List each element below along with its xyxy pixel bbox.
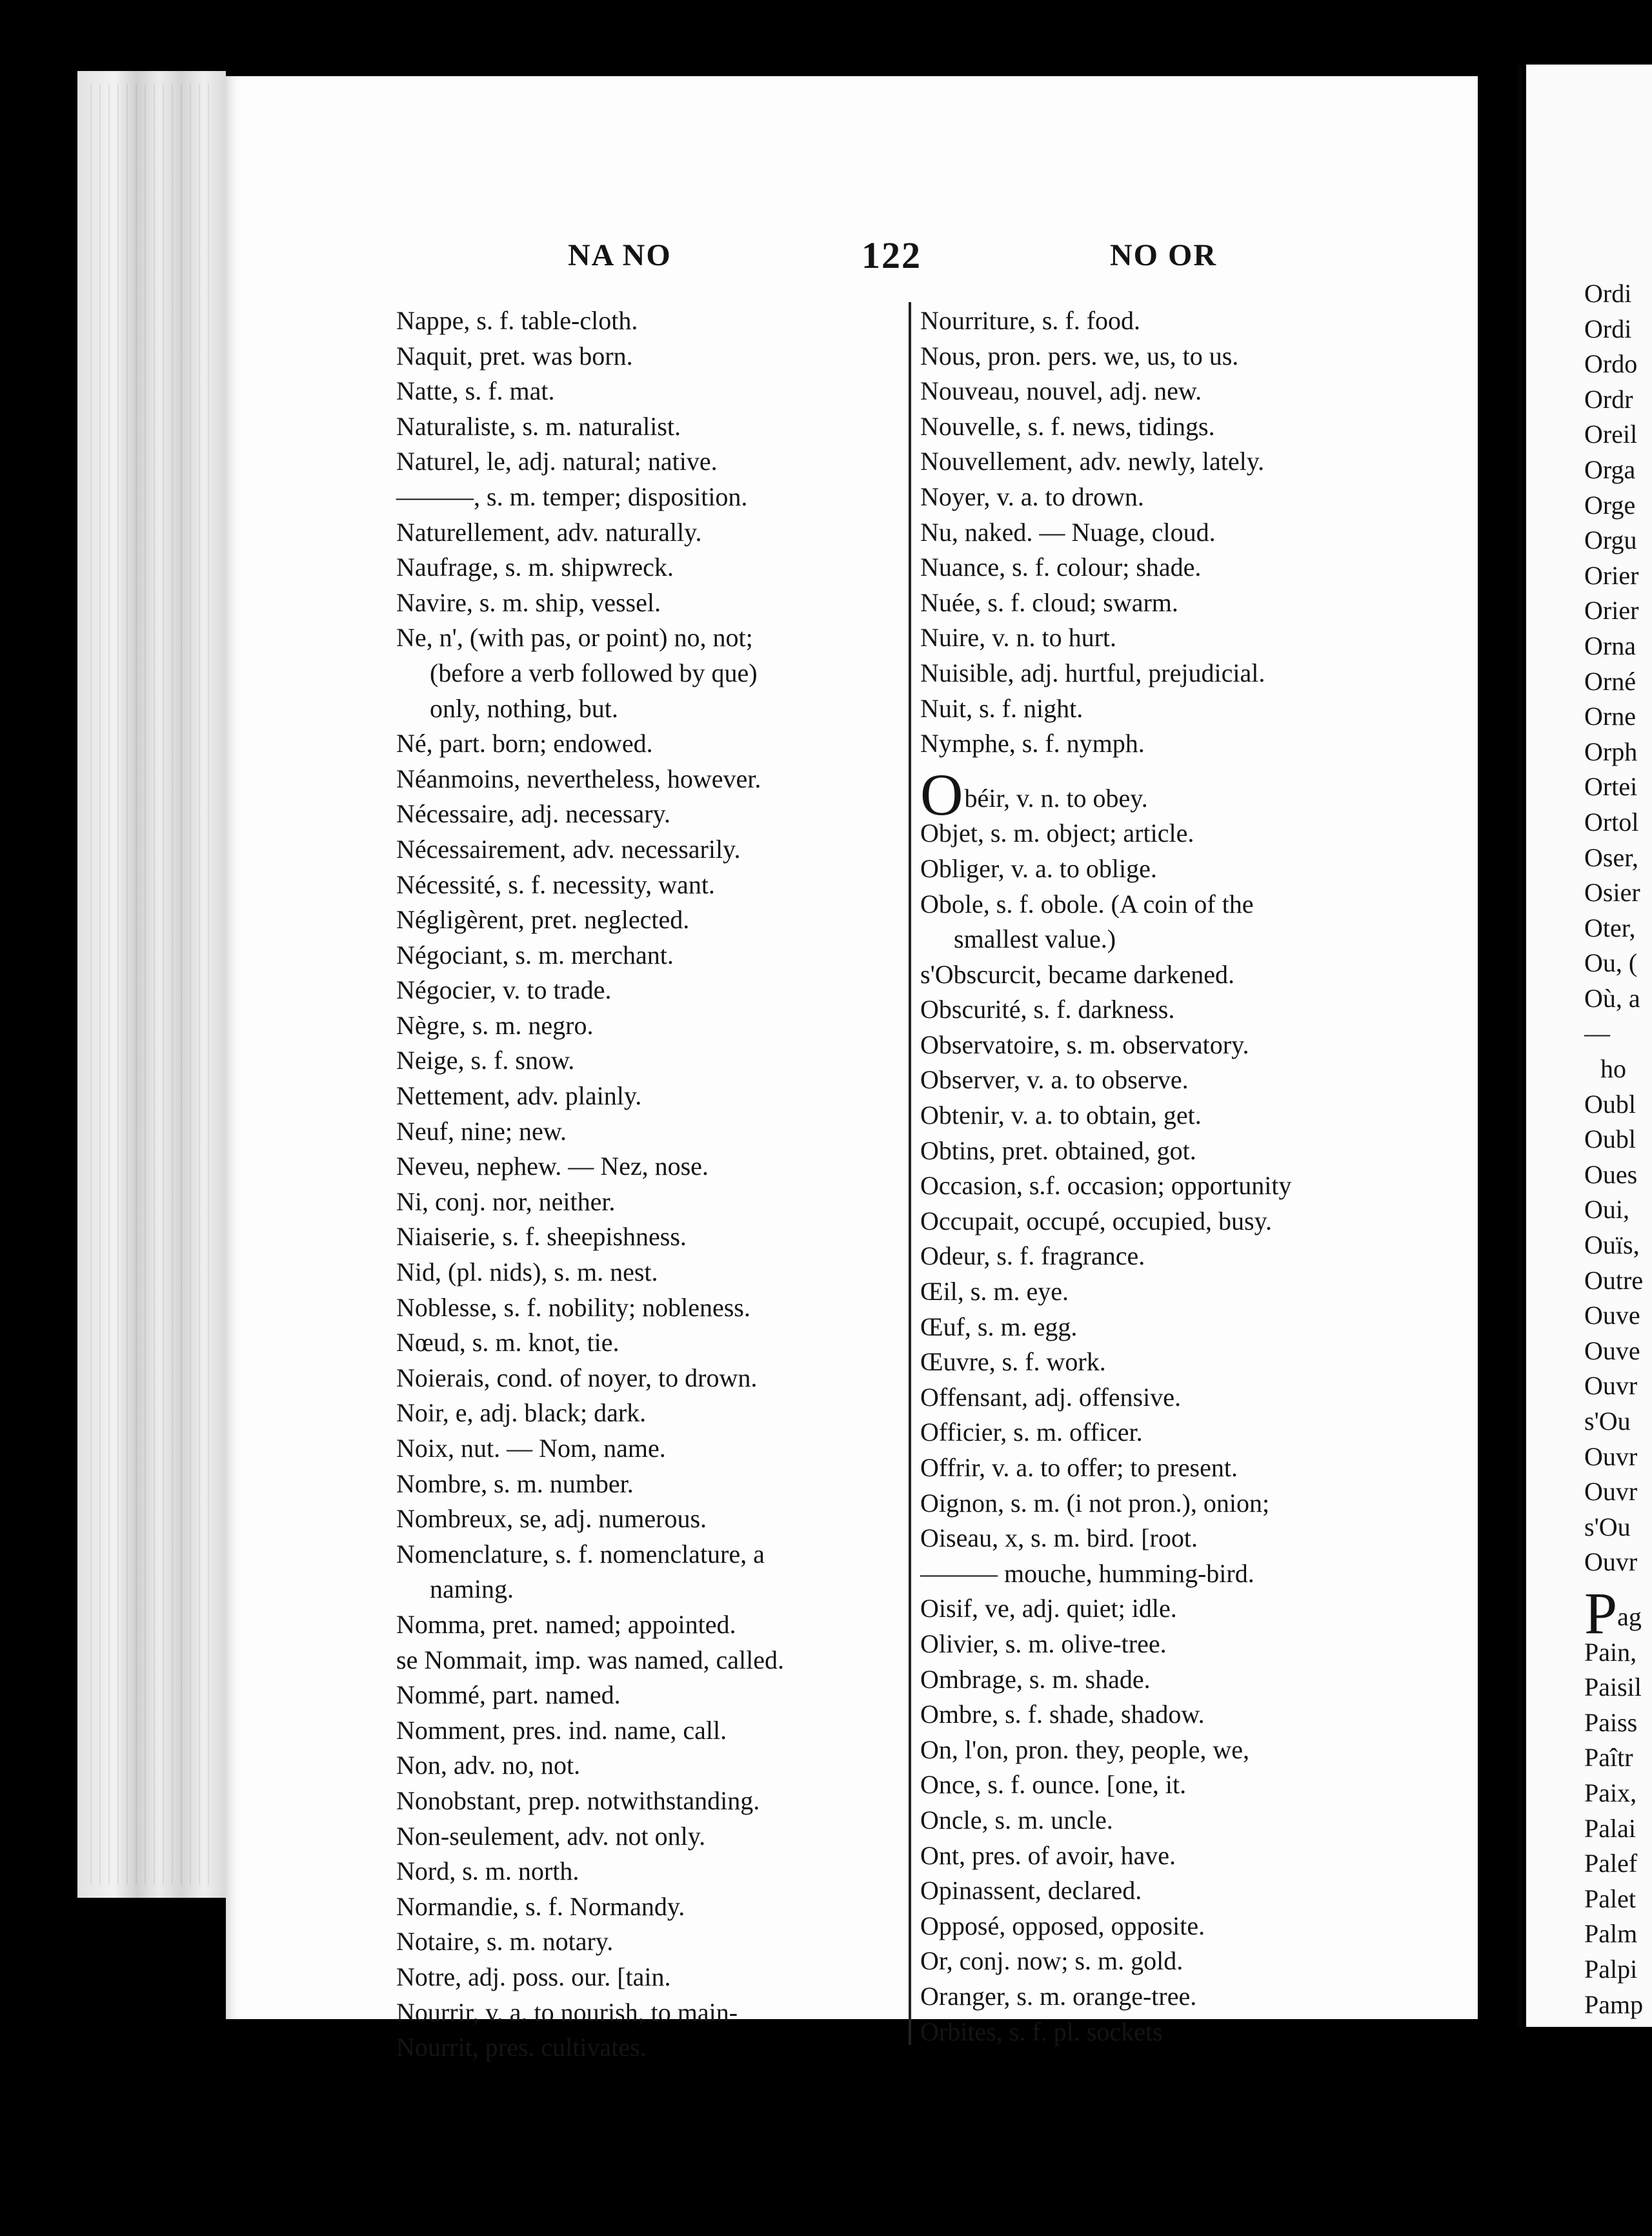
entry-text: Ombre, s. f. shade, shadow. [920,1700,1205,1729]
dictionary-entry [1526,558,1643,594]
dictionary-entry [920,1873,1617,1909]
dictionary-entry [1526,840,1643,876]
entry-text: Naufrage, s. m. shipwreck. [396,553,674,582]
entry-text: Paisil [1584,1672,1642,1702]
page-stack-lines [90,84,213,1885]
entry-text: Oubl [1584,1124,1636,1154]
header-right-guide: NO OR [1110,238,1217,272]
dictionary-entry [1526,1545,1643,1580]
dictionary-entry [1526,1298,1643,1334]
dictionary-entry [1526,1916,1643,1952]
entry-text: Nettement, adv. plainly. [396,1081,642,1111]
entry-text: Offensant, adj. offensive. [920,1382,1181,1412]
entry-text: Orge [1584,490,1636,520]
dictionary-entry [920,1380,1617,1416]
header-left-guide: NA NO [568,238,672,272]
dictionary-entry [920,851,1617,887]
entry-text: Nombre, s. m. number. [396,1469,634,1498]
entry-text: Nœud, s. m. knot, tie. [396,1328,620,1357]
dictionary-entry [920,1204,1617,1239]
dictionary-entry [920,1979,1617,2015]
entry-text: Négligèrent, pret. neglected. [396,905,690,935]
dictionary-entry [920,1697,1617,1733]
entry-text: Noix, nut. — Nom, name. [396,1434,666,1463]
entry-text: Oter, [1584,913,1636,942]
dictionary-entry [1526,875,1643,911]
entry-text: Ouvr [1584,1547,1638,1577]
entry-text: Navire, s. m. ship, vessel. [396,587,661,617]
entry-text: Paiss [1584,1707,1638,1737]
entry-text: Ombrage, s. m. shade. [920,1664,1151,1694]
entry-text: Négocier, v. to trade. [396,975,612,1005]
dictionary-entry [920,339,1617,374]
dictionary-entry [1526,911,1643,946]
dictionary-entry [920,1168,1617,1204]
entry-text: Palet [1584,1884,1636,1913]
entry-text: Ouvr [1584,1371,1638,1401]
dictionary-entry [920,691,1617,727]
entry-text: Oubl [1584,1089,1636,1119]
entry-text: Or, conj. now; s. m. gold. [920,1946,1184,1976]
dictionary-entry [920,620,1617,656]
dictionary-page [226,76,1478,2062]
entry-text: Oser, [1584,842,1638,872]
entry-text: Orier [1584,596,1639,625]
next-page-column [1526,276,1643,2022]
dictionary-entry [1526,1705,1643,1741]
entry-text: Nécessité, s. f. necessity, want. [396,869,715,899]
dictionary-entry [920,1415,1617,1450]
entry-text: Nourriture, s. f. food. [920,306,1141,335]
entry-text: Ordi [1584,279,1632,308]
entry-text: Œuvre, s. f. work. [920,1347,1106,1377]
entry-text: Palai [1584,1813,1636,1843]
entry-text: Officier, s. m. officer. [920,1418,1143,1447]
dictionary-entry [1526,1987,1643,2023]
entry-text: Nonobstant, prep. notwithstanding. [396,1785,760,1815]
entry-text: Nuée, s. f. cloud; swarm. [920,587,1178,617]
entry-text: Nouvellement, adv. newly, lately. [920,447,1265,476]
entry-text: Observatoire, s. m. observatory. [920,1030,1249,1059]
dictionary-entry [920,1239,1617,1274]
dictionary-entry [920,1909,1617,1944]
dictionary-entry [920,374,1617,409]
entry-text: Occupait, occupé, occupied, busy. [920,1206,1272,1235]
dictionary-entry [1526,946,1643,981]
entry-text: Objet, s. m. object; article. [920,818,1194,848]
entry-text: s'Obscurcit, became darkened. [920,959,1234,989]
entry-text: Non, adv. no, not. [396,1751,581,1780]
entry-text: Néanmoins, nevertheless, however. [396,764,761,793]
entry-text: Nuire, v. n. to hurt. [920,623,1117,653]
entry-text: Noyer, v. a. to drown. [920,482,1144,511]
dictionary-entry [920,444,1617,480]
entry-text: (before a verb followed by que) [430,658,758,687]
dictionary-entry [920,1627,1617,1662]
entry-text: Nègre, s. m. negro. [396,1010,594,1040]
entry-text: On, l'on, pron. they, people, we, [920,1734,1250,1764]
dictionary-entry [1526,1474,1643,1510]
dictionary-entry [1526,1510,1643,1545]
dictionary-entry [1526,1670,1643,1705]
entry-text: Normandie, s. f. Normandy. [396,1891,685,1921]
entry-text: Orna [1584,631,1636,660]
entry-text: Oncle, s. m. uncle. [920,1805,1113,1835]
entry-text: Ordr [1584,384,1633,414]
entry-text: Odeur, s. f. fragrance. [920,1241,1145,1271]
entry-text: Orph [1584,737,1638,766]
dictionary-entry [920,1521,1617,1556]
entry-text: Naturellement, adv. naturally. [396,517,702,547]
dictionary-entry [1526,1439,1643,1475]
entry-text: Nuance, s. f. colour; shade. [920,553,1202,582]
entry-text: Ouve [1584,1336,1640,1365]
dictionary-entry [920,1486,1617,1521]
dictionary-entry [920,816,1617,851]
dictionary-entry [920,887,1617,922]
entry-text: ag [1617,1601,1642,1631]
dictionary-entry [920,1098,1617,1133]
entry-text: Neuf, nine; new. [396,1116,567,1146]
entry-text: Nuit, s. f. night. [920,693,1083,723]
entry-text: Ouïs, [1584,1230,1640,1260]
entry-text: Neveu, nephew. — Nez, nose. [396,1152,709,1181]
entry-text: Nomma, pret. named; appointed. [396,1609,736,1639]
entry-text: Obscurité, s. f. darkness. [920,995,1175,1024]
dictionary-entry [920,1345,1617,1380]
dictionary-entry [1526,1016,1643,1052]
entry-text: Nid, (pl. nids), s. m. nest. [396,1257,658,1287]
entry-text: Observer, v. a. to observe. [920,1065,1189,1095]
entry-text: Nuisible, adj. hurtful, prejudicial. [920,658,1265,687]
dictionary-entry [920,1274,1617,1310]
next-page-fragment [1526,65,1652,2027]
dictionary-entry [920,480,1617,515]
dictionary-entry [920,303,1617,339]
entry-text: Notre, adj. poss. our. [tain. [396,1962,671,1991]
dictionary-entry [1526,382,1643,418]
dictionary-entry [920,957,1617,993]
dictionary-entry [920,515,1617,551]
entry-text: Neige, s. f. snow. [396,1046,575,1075]
entry-text: Non-seulement, adv. not only. [396,1821,706,1851]
entry-text: Ont, pres. of avoir, have. [920,1840,1176,1870]
entry-text: Nécessairement, adv. necessarily. [396,834,741,864]
dictionary-entry [1526,1228,1643,1263]
entry-text: Notaire, s. m. notary. [396,1927,614,1956]
entry-text: Oignon, s. m. (i not pron.), onion; [920,1488,1270,1518]
entry-text: Naquit, pret. was born. [396,341,633,371]
entry-text: Nouveau, nouvel, adj. new. [920,376,1202,406]
entry-text: naming. [430,1574,514,1604]
entry-text: Noblesse, s. f. nobility; nobleness. [396,1292,750,1322]
dictionary-entry [1526,699,1643,735]
entry-text: Nomment, pres. ind. name, call. [396,1715,727,1745]
entry-text: ho [1600,1054,1626,1084]
entry-text: Nomenclature, s. f. nomenclature, a [396,1539,765,1569]
entry-text: Oranger, s. m. orange-tree. [920,1981,1197,2011]
dictionary-entry [1526,629,1643,664]
entry-text: Ortol [1584,807,1639,837]
entry-text: Once, s. f. ounce. [one, it. [920,1770,1187,1800]
dictionary-entry [1526,735,1643,770]
dictionary-entry [920,1062,1617,1098]
dictionary-entry [1526,805,1643,840]
dictionary-entry [920,1028,1617,1063]
dictionary-entry [920,1803,1617,1838]
entry-text: Occasion, s.f. occasion; opportunity [920,1171,1292,1201]
entry-text: Naturaliste, s. m. naturalist. [396,411,681,441]
entry-text: Nourrir, v. a. to nourish, to main- [396,1997,738,2027]
dictionary-entry [1526,664,1643,700]
dictionary-entry [1526,1811,1643,1847]
entry-text: Nord, s. m. north. [396,1856,579,1886]
entry-text: Pamp [1584,1989,1644,2019]
entry-text: Ordi [1584,314,1632,343]
entry-text: Paix, [1584,1778,1637,1807]
entry-text: Nombreux, se, adj. numerous. [396,1504,707,1534]
entry-text: Orgu [1584,525,1637,555]
dictionary-entry [1526,981,1643,1017]
entry-text: Nu, naked. — Nuage, cloud. [920,517,1216,547]
dictionary-entry [920,1556,1617,1592]
entry-text: Nouvelle, s. f. news, tidings. [920,411,1215,441]
entry-text: Négociant, s. m. merchant. [396,940,674,970]
entry-text: Orier [1584,560,1639,590]
dictionary-entry [1526,1368,1643,1404]
entry-text: Pain, [1584,1637,1637,1667]
entry-text: Outre [1584,1265,1644,1295]
entry-text: Né, part. born; endowed. [396,729,653,758]
dictionary-entry [920,1944,1617,1979]
dictionary-entry [1526,1052,1643,1087]
entry-text: se Nommait, imp. was named, called. [396,1645,784,1674]
entry-text: Orné [1584,666,1636,696]
entry-text: ——— mouche, humming-bird. [920,1558,1254,1588]
entry-text: Ouve [1584,1301,1640,1330]
entry-text: Noir, e, adj. black; dark. [396,1398,647,1428]
dictionary-entry [1526,1580,1643,1646]
dictionary-entry [1526,452,1643,488]
page-number: 122 [861,234,922,276]
entry-text: Ouvr [1584,1441,1638,1471]
dictionary-entry [920,550,1617,585]
dictionary-entry [920,1733,1617,1768]
entry-text: Niaiserie, s. f. sheepishness. [396,1222,687,1252]
entry-text: s'Ou [1584,1407,1631,1436]
dictionary-entry [1526,312,1643,347]
dictionary-entry [1526,1635,1643,1671]
entry-text: Oues [1584,1159,1638,1189]
entry-text: Olivier, s. m. olive-tree. [920,1629,1167,1658]
entry-text: Offrir, v. a. to offer; to present. [920,1453,1238,1482]
dictionary-entry [1526,1846,1643,1882]
entry-text: Palm [1584,1919,1638,1949]
entry-text: Opinassent, declared. [920,1876,1142,1906]
entry-text: Oui, [1584,1195,1629,1225]
dictionary-entry [920,585,1617,621]
entry-text: Nymphe, s. f. nymph. [920,729,1145,758]
entry-text: Orga [1584,454,1636,484]
entry-text: Obtins, pret. obtained, got. [920,1135,1196,1165]
entry-text: Obole, s. f. obole. (A coin of the [920,889,1254,919]
entry-text: Ne, n', (with pas, or point) no, not; [396,623,753,653]
dictionary-entry [1526,1157,1643,1193]
dictionary-entry [1526,1192,1643,1228]
entry-text: Oisif, ve, adj. quiet; idle. [920,1594,1177,1623]
dictionary-entry [1526,417,1643,452]
entry-text: Noierais, cond. of noyer, to drown. [396,1363,758,1392]
entry-text: Nous, pron. pers. we, us, to us. [920,341,1239,371]
entry-text: s'Ou [1584,1512,1631,1541]
entry-text: béir, v. n. to obey. [964,783,1148,813]
dictionary-entry [920,2015,1617,2050]
dictionary-entry [1526,347,1643,382]
dictionary-entry [920,726,1617,762]
entry-text: Obtenir, v. a. to obtain, get. [920,1101,1202,1130]
entry-text: smallest value.) [954,924,1116,954]
dictionary-entry [1526,523,1643,558]
entry-text: Ouvr [1584,1477,1638,1507]
entry-text: Œuf, s. m. egg. [920,1312,1078,1341]
entry-text: Obliger, v. a. to oblige. [920,853,1157,883]
entry-text: Palpi [1584,1954,1638,1984]
dictionary-entry [1526,1087,1643,1123]
entry-text: Naturel, le, adj. natural; native. [396,447,718,476]
entry-text: Nécessaire, adj. necessary. [396,799,670,829]
entry-text: Orne [1584,702,1636,731]
entry-text: Oiseau, x, s. m. bird. [root. [920,1523,1198,1553]
dictionary-entry [920,409,1617,445]
entry-text: only, nothing, but. [430,693,618,723]
entry-text: Oreil [1584,420,1638,449]
dictionary-entry [1526,1952,1643,1987]
entry-text: Ni, conj. nor, neither. [396,1186,616,1216]
entry-text: Orbites, s. f. pl. sockets [920,2017,1163,2046]
entry-text: Osier [1584,878,1640,908]
entry-text: Opposé, opposed, opposite. [920,1911,1205,1940]
dictionary-entry [1526,276,1643,312]
entry-text: Paîtr [1584,1743,1633,1773]
dictionary-entry [1526,1404,1643,1439]
entry-text: Ou, ( [1584,948,1638,978]
dictionary-entry [920,1310,1617,1345]
entry-text: Nappe, s. f. table-cloth. [396,306,638,335]
dictionary-entry [1526,488,1643,523]
dictionary-entry [920,1767,1617,1803]
entry-text: ———, s. m. temper; disposition. [396,482,748,511]
entry-text: — [1584,1019,1610,1048]
entry-text: Natte, s. f. mat. [396,376,555,406]
dictionary-entry [1526,769,1643,805]
dictionary-entry [920,1591,1617,1627]
dictionary-entry [1526,1740,1643,1776]
dictionary-entry [920,1838,1617,1874]
dictionary-entry [920,1662,1617,1698]
entry-text: Nourrit, pres. cultivates. [396,2033,647,2062]
drop-cap-letter: O [920,761,963,828]
dictionary-entry [1526,1122,1643,1157]
book-gutter [1518,65,1522,2027]
dictionary-entry [1526,1776,1643,1811]
entry-text: Nommé, part. named. [396,1680,621,1710]
entry-text: Ortei [1584,772,1638,802]
drop-cap-letter: P [1584,1580,1618,1646]
dictionary-entry [1526,1263,1643,1299]
dictionary-entry [1526,593,1643,629]
dictionary-entry [920,992,1617,1028]
entry-text: Où, a [1584,983,1640,1013]
dictionary-entry [920,656,1617,691]
entry-text: Ordo [1584,349,1638,379]
entry-text: Œil, s. m. eye. [920,1277,1069,1306]
dictionary-entry [1526,1882,1643,1917]
dictionary-entry [920,922,1617,957]
dictionary-entry [920,1133,1617,1169]
dictionary-entry [1526,1334,1643,1369]
dictionary-entry [920,1450,1617,1486]
right-column [920,303,1617,2049]
entry-text: Palef [1584,1849,1638,1878]
